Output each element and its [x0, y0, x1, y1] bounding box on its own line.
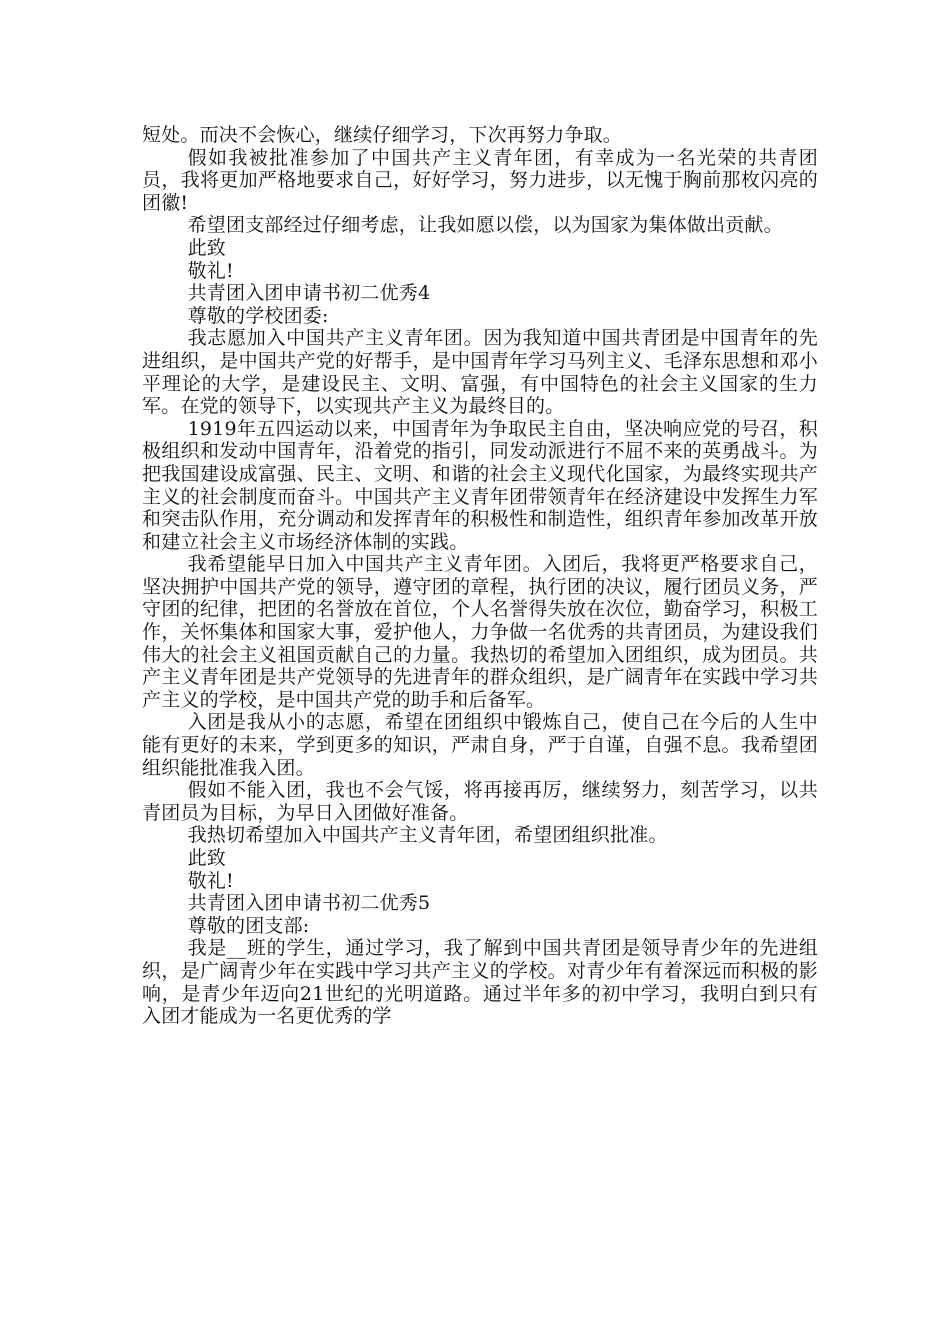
paragraph: 入团是我从小的志愿，希望在团组织中锻炼自己，使自己在今后的人生中能有更好的未来，学到更多的知识，严肃自身，严于自谨，自强不息。我希望团组织能批准我入团。 — [142, 711, 818, 779]
paragraph: 1919年五四运动以来，中国青年为争取民主自由，坚决响应党的号召，积极组织和发动中国青年，沿着党的指引，同发动派进行不屈不来的英勇战斗。为把我国建设成富强、民主、文明、和谐的社会主义现代化国家，为最终实现共产主义的社会制度而奋斗。中国共产主义青年团带领青年在经济建设中发挥生力军和突击队作用，充分调动和发挥青年的积极性和制造性，组织青年参加改革开放和建立社会主义市场经济体制的实践。 — [142, 417, 818, 553]
closing-salutation: 此致 — [187, 236, 226, 259]
paragraph: 我希望能早日加入中国共产主义青年团。入团后，我将更严格要求自己，坚决拥护中国共产党的领导，遵守团的章程，执行团的决议，履行团员义务，严守团的纪律，把团的名誉放在首位，个人名誉得失放在次位，勤奋学习，积极工作，关怀集体和国家大事，爱护他人，力争做一名优秀的共青团员，为建设我们伟大的社会主义祖国贡献自己的力量。我热切的希望加入团组织，成为团员。共产主义青年团是共产党领导的先进青年的群众组织，是广阔青年在实践中学习共产主义的学校，是中国共产党的助手和后备军。 — [142, 553, 818, 711]
paragraph: 我志愿加入中国共产主义青年团。因为我知道中国共青团是中国青年的先进组织，是中国共产党的好帮手，是中国青年学习马列主义、毛泽东思想和邓小平理论的大学，是建设民主、文明、富强，有中国特色的社会主义国家的生力军。在党的领导下，以实现共产主义为最终目的。 — [142, 327, 818, 418]
letter-greeting: 尊敬的团支部: — [187, 914, 310, 937]
paragraph: 短处。而决不会恢心，继续仔细学习，下次再努力争取。 — [142, 124, 623, 146]
letter-greeting: 尊敬的学校团委: — [187, 304, 329, 327]
paragraph: 我热切希望加入中国共产主义青年团，希望团组织批准。 — [187, 824, 668, 847]
closing-salutation: 此致 — [187, 847, 226, 869]
document-body — [142, 124, 818, 1028]
section-heading: 共青团入团申请书初二优秀4 — [187, 282, 431, 305]
closing-regards: 敬礼! — [187, 869, 234, 892]
paragraph: 希望团支部经过仔细考虑，让我如愿以偿，以为国家为集体做出贡献。 — [187, 214, 783, 237]
section-heading: 共青团入团申请书初二优秀5 — [187, 892, 431, 915]
closing-regards: 敬礼! — [187, 259, 234, 282]
paragraph: 假如不能入团，我也不会气馁，将再接再厉，继续努力，刻苦学习，以共青团员为目标，为早日入团做好准备。 — [142, 779, 818, 824]
paragraph: 我是__班的学生，通过学习，我了解到中国共青团是领导青少年的先进组织，是广阔青少年在实践中学习共产主义的学校。对青少年有着深远而积极的影响，是青少年迈向21世纪的光明道路。通过半年多的初中学习，我明白到只有入团才能成为一名更优秀的学 — [142, 937, 818, 1028]
paragraph: 假如我被批准参加了中国共产主义青年团，有幸成为一名光荣的共青团员，我将更加严格地要求自己，好好学习，努力进步，以无愧于胸前那枚闪亮的团徽! — [142, 146, 818, 214]
